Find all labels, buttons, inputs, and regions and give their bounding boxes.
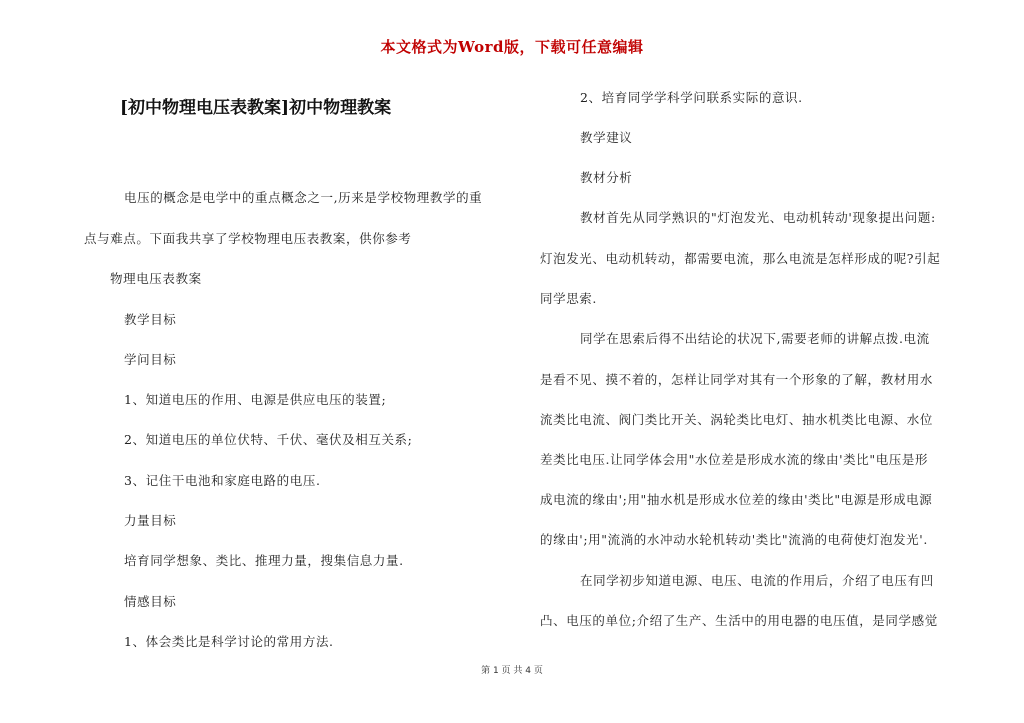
paragraph-line: 点与难点。下面我共享了学校物理电压表教案，供你参考 bbox=[84, 231, 412, 246]
list-item: 1、知道电压的作用、电源是供应电压的装置; bbox=[124, 392, 387, 407]
section-heading: 力量目标 bbox=[124, 513, 177, 528]
paragraph-line: 在同学初步知道电源、电压、电流的作用后，介绍了电压有凹 bbox=[580, 573, 934, 588]
download-banner: 本文格式为Word版，下载可任意编辑 bbox=[380, 38, 644, 56]
paragraph-line: 的缘由';用"流淌的水冲动水轮机转动'类比"流淌的电荷使灯泡发光'. bbox=[540, 532, 928, 547]
paragraph-line: 培育同学想象、类比、推理力量，搜集信息力量. bbox=[124, 553, 404, 568]
page-number: 第 1 页 共 4 页 bbox=[481, 666, 543, 676]
section-heading: 情感目标 bbox=[124, 594, 177, 609]
right-column bbox=[540, 0, 965, 723]
list-item: 2、知道电压的单位伏特、千伏、毫伏及相互关系; bbox=[124, 432, 413, 447]
paragraph-line: 凸、电压的单位;介绍了生产、生活中的用电器的电压值，是同学感觉 bbox=[540, 613, 938, 628]
paragraph-line: 同学在思索后得不出结论的状况下,需要老师的讲解点拨.电流 bbox=[580, 331, 930, 346]
section-heading: 教学目标 bbox=[124, 312, 177, 327]
paragraph-line: 电压的概念是电学中的重点概念之一,历来是学校物理教学的重 bbox=[124, 190, 483, 205]
paragraph-line: 差类比电压.让同学体会用"水位差是形成水流的缘由'类比"电压是形 bbox=[540, 452, 929, 467]
list-item: 3、记住干电池和家庭电路的电压. bbox=[124, 473, 321, 488]
paragraph-line: 成电流的缘由';用"抽水机是形成水位差的缘由'类比"电源是形成电源 bbox=[540, 492, 933, 507]
section-heading: 教学建议 bbox=[580, 130, 633, 145]
paragraph-line: 教材首先从同学熟识的"灯泡发光、电动机转动'现象提出问题: bbox=[580, 210, 936, 225]
paragraph-line: 同学思索. bbox=[540, 291, 597, 306]
paragraph-line: 灯泡发光、电动机转动，都需要电流，那么电流是怎样形成的呢?引起 bbox=[540, 251, 941, 266]
list-item: 1、体会类比是科学讨论的常用方法. bbox=[124, 634, 334, 649]
section-heading: 学问目标 bbox=[124, 352, 177, 367]
section-heading: 物理电压表教案 bbox=[110, 271, 202, 286]
document-title: [初中物理电压表教案]初中物理教案 bbox=[120, 98, 392, 118]
list-item: 2、培育同学学科学问联系实际的意识. bbox=[580, 90, 803, 105]
left-column bbox=[80, 0, 500, 723]
paragraph-line: 流类比电流、阀门类比开关、涡轮类比电灯、抽水机类比电源、水位 bbox=[540, 412, 934, 427]
section-heading: 教材分析 bbox=[580, 170, 633, 185]
paragraph-line: 是看不见、摸不着的，怎样让同学对其有一个形象的了解，教材用水 bbox=[540, 372, 934, 387]
